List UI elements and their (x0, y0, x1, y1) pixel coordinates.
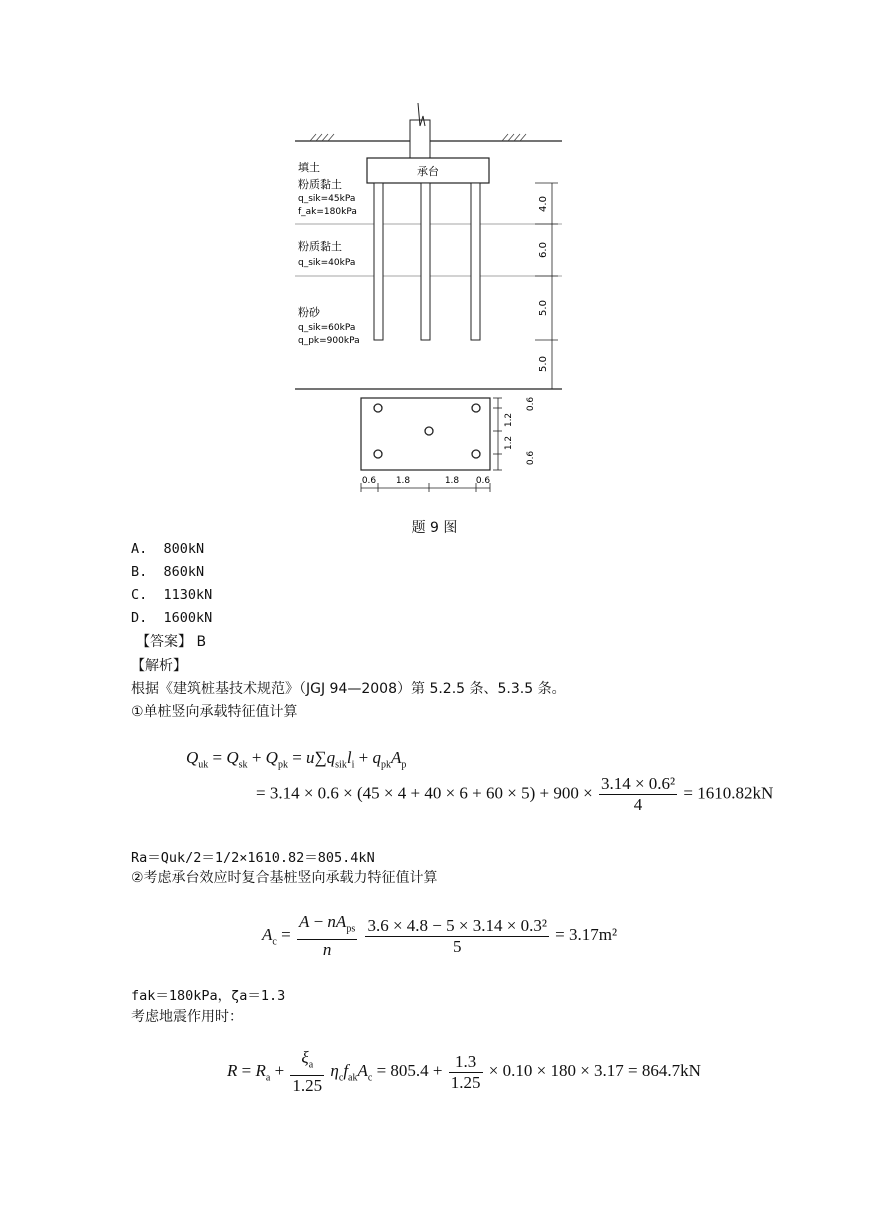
plan-hdim-1: 0.6 (361, 476, 377, 486)
equation-3: $R = R_a$ + $\frac{\xi_a}{1.25}$ $\eta_cf_{ak}A_c = 805.4$ + $\frac{1.3}{1.25}$ × 0.10 × 180 × 3.17 = 864.7kN (227, 1048, 701, 1096)
plan-hdim-3: 1.8 (444, 476, 460, 486)
eq3-mid: = 805.4 + (376, 1061, 443, 1081)
depth-dim-2: 6.0 (538, 242, 549, 258)
layer-2-name: 粉质黏土 (298, 178, 342, 191)
layer-4-param-1: q_sik=60kPa (298, 323, 356, 333)
option-a: A. 800kN (131, 541, 205, 557)
layer-4-name: 粉砂 (298, 306, 320, 319)
option-c: C. 1130kN (131, 587, 213, 603)
eq1-main: = 3.14 × 0.6 × (45 × 4 + 40 × 6 + 60 × 5) + 900 × (256, 783, 593, 803)
analysis-label: 【解析】 (131, 658, 187, 674)
plan-vdim-1: 0.6 (526, 396, 536, 412)
layer-2-param-1: q_sik=45kPa (298, 194, 356, 204)
eq3-tail: × 0.10 × 180 × 3.17 = 864.7kN (488, 1061, 701, 1081)
answer-label: 【答案】 (136, 634, 192, 650)
eq1-fraction (599, 774, 677, 815)
depth-dim-4: 5.0 (538, 356, 549, 372)
layer-2-param-2: f_ak=180kPa (298, 207, 357, 217)
reference-text: 根据《建筑桩基技术规范》（JGJ 94—2008）第 5.2.5 条、5.3.5 条。 (131, 681, 566, 697)
eq2-fraction-1: $\frac{A - nA_{ps}}{n}$ (298, 912, 356, 960)
plan-vdim-4: 0.6 (526, 450, 536, 466)
ra-line: Ra＝Quk/2＝1/2×1610.82＝805.4kN (131, 850, 375, 866)
seismic-line: 考虑地震作用时： (131, 1009, 243, 1025)
equation-1-line-2 (256, 774, 773, 815)
eq3-fraction-1: $\frac{\xi_a}{1.25}$ (292, 1048, 323, 1096)
option-d: D. 1600kN (131, 610, 213, 626)
plan-vdim-2: 1.2 (504, 412, 514, 428)
option-b: B. 860kN (131, 564, 205, 580)
equation-2: $A_c$ = $\frac{A - nA_{ps}}{n}$ $\frac{\text{3.6 × 4.8 − 5 × 3.14 × 0.3²}}{5}$ = 3.17m² (262, 912, 618, 960)
answer-value: B (196, 634, 207, 650)
eq3-frac-num: 1.3 (449, 1052, 483, 1073)
eq2-result: = 3.17m² (555, 925, 618, 945)
eq2-frac2-den: 5 (452, 936, 462, 956)
equation-1-line-1: $Q_{uk} = Q_{sk} + Q_{pk} = u\sum q_{sik}l_i + q_{pk}A_p$ (186, 748, 407, 771)
fak-line: fak＝180kPa，ζa＝1.3 (131, 988, 286, 1004)
depth-dim-3: 5.0 (538, 300, 549, 316)
plan-hdim-2: 1.8 (395, 476, 411, 486)
eq2-frac2-num: 3.6 × 4.8 − 5 × 3.14 × 0.3² (367, 915, 547, 935)
eq3-frac-den: 1.25 (450, 1072, 481, 1092)
eq3-fraction-2 (449, 1052, 483, 1093)
eq1-result: = 1610.82kN (683, 783, 774, 803)
eq1-frac-num: 3.14 × 0.6² (600, 774, 676, 793)
cap-label: 承台 (417, 165, 439, 178)
depth-dim-1: 4.0 (538, 196, 549, 212)
plan-vdim-3: 1.2 (504, 435, 514, 451)
layer-4-param-2: q_pk=900kPa (298, 336, 360, 346)
plan-hdim-4: 0.6 (475, 476, 491, 486)
layer-3-param-1: q_sik=40kPa (298, 258, 356, 268)
answer-line (136, 631, 206, 651)
step1-title: ①单桩竖向承载特征值计算 (131, 704, 298, 720)
figure-caption: 题 9 图 (411, 520, 458, 536)
pile-foundation-figure (290, 98, 570, 498)
step2-title: ②考虑承台效应时复合基桩竖向承载力特征值计算 (131, 870, 438, 886)
eq2-fraction-2 (365, 916, 548, 957)
layer-1-name: 填土 (298, 161, 320, 174)
eq1-frac-den: 4 (633, 795, 643, 814)
layer-3-name: 粉质黏土 (298, 240, 342, 253)
